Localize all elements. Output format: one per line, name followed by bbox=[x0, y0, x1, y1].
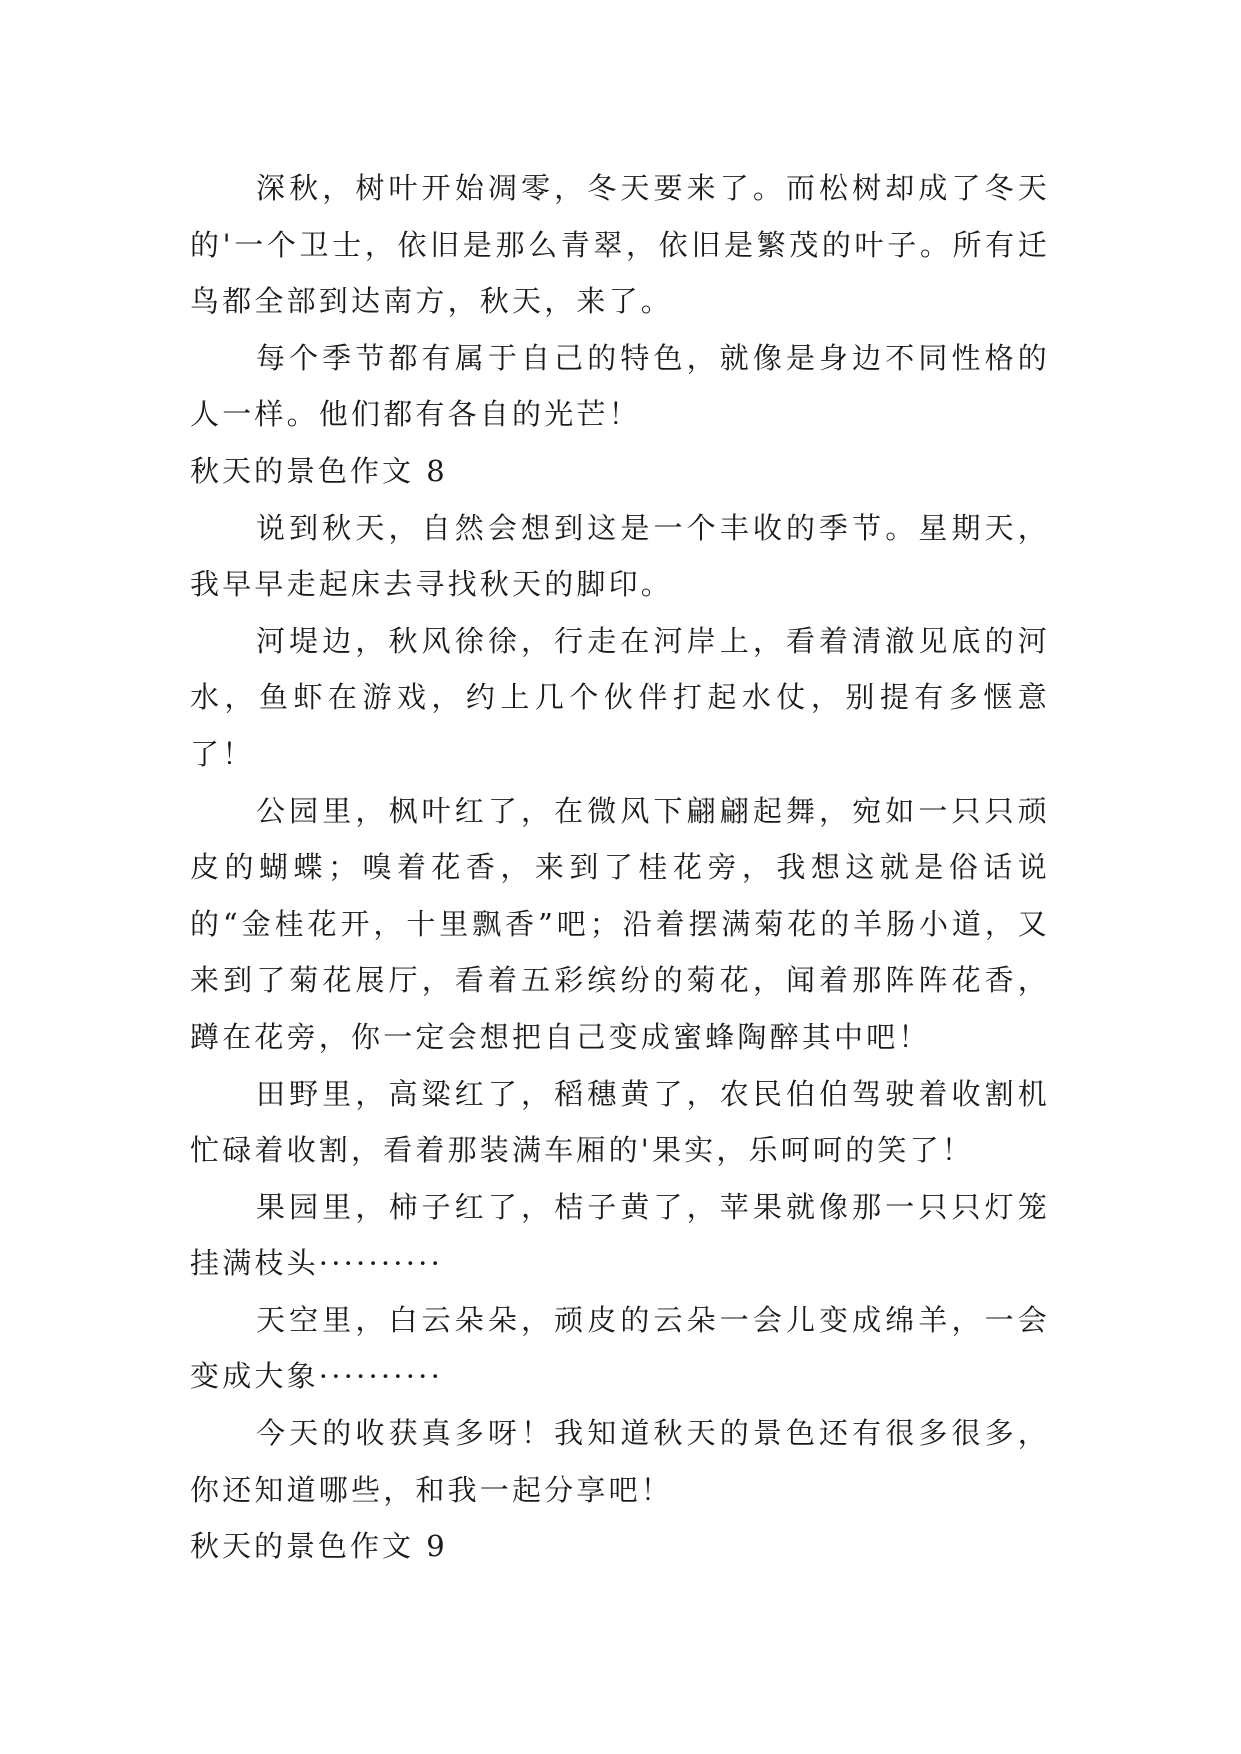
paragraph-orchard: 果园里，柿子红了，桔子黄了，苹果就像那一只只灯笼挂满枝头·········· bbox=[190, 1189, 1050, 1281]
paragraph-sky: 天空里，白云朵朵，顽皮的云朵一会儿变成绵羊，一会变成大象·········· bbox=[190, 1302, 1050, 1394]
paragraph-seasons: 每个季节都有属于自己的特色，就像是身边不同性格的人一样。他们都有各自的光芒！ bbox=[190, 340, 1050, 432]
document-body bbox=[190, 160, 1050, 1575]
paragraph-conclusion: 今天的收获真多呀！我知道秋天的景色还有很多很多，你还知道哪些，和我一起分享吧！ bbox=[190, 1416, 1050, 1507]
paragraph-deep-autumn: 深秋，树叶开始凋零，冬天要来了。而松树却成了冬天的'一个卫士，依旧是那么青翠，依旧是繁茂的叶子。所有迁鸟都全部到达南方，秋天，来了。 bbox=[190, 171, 1050, 319]
paragraph-riverbank: 河堤边，秋风徐徐，行走在河岸上，看着清澈见底的河水，鱼虾在游戏，约上几个伙伴打起水仗，别提有多惬意了！ bbox=[190, 623, 1050, 771]
essay-heading-9: 秋天的景色作文 9 bbox=[190, 1529, 448, 1564]
paragraph-fields: 田野里，高粱红了，稻穗黄了，农民伯伯驾驶着收割机忙碌着收割，看着那装满车厢的'果实，乐呵呵的笑了！ bbox=[190, 1076, 1050, 1168]
paragraph-park: 公园里，枫叶红了，在微风下翩翩起舞，宛如一只只顽皮的蝴蝶；嗅着花香，来到了桂花旁，我想这就是俗话说的“金桂花开，十里飘香”吧；沿着摆满菊花的羊肠小道，又来到了菊花展厅，看着五彩缤纷的菊花，闻着那阵阵花香，蹲在花旁，你一定会想把自己变成蜜蜂陶醉其中吧！ bbox=[190, 793, 1050, 1054]
essay-heading-8: 秋天的景色作文 8 bbox=[190, 453, 448, 488]
paragraph-harvest: 说到秋天，自然会想到这是一个丰收的季节。星期天，我早早走起床去寻找秋天的脚印。 bbox=[190, 510, 1050, 602]
